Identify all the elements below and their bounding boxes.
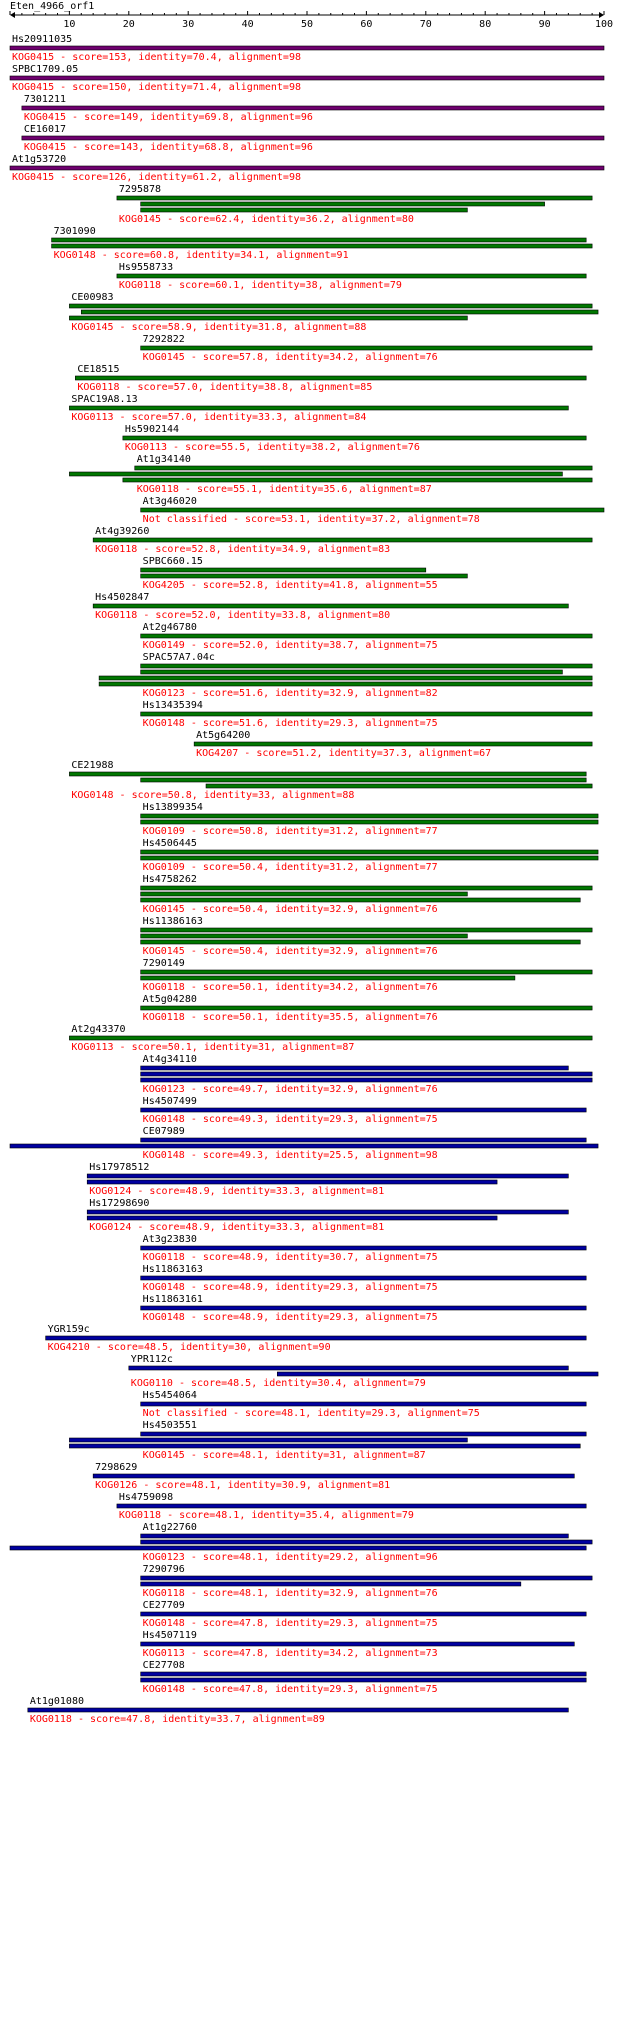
hit-name: 7295878 (118, 184, 162, 195)
hit-bar (141, 1672, 587, 1676)
hit-annotation: KOG0149 - score=52.0, identity=38.7, alignment=75 (142, 640, 438, 651)
axis-tick-label: 100 (594, 19, 614, 30)
hit-name: At1g53720 (12, 154, 67, 165)
hit-name: At3g46020 (142, 496, 197, 507)
hit-name: Hs4507499 (142, 1096, 197, 1107)
hit-name: 7290149 (142, 958, 185, 969)
hit-name: Hs20911035 (12, 34, 73, 45)
hit-row (141, 1096, 587, 1125)
hit-name: Hs11863161 (142, 1294, 203, 1305)
hit-annotation: KOG0118 - score=48.1, identity=35.4, alignment=79 (118, 1510, 414, 1521)
hit-row (194, 730, 592, 759)
hit-row (46, 1324, 587, 1353)
hit-bar (206, 784, 592, 788)
hit-annotation: KOG0109 - score=50.8, identity=31.2, alignment=77 (142, 826, 438, 837)
hit-bar (69, 406, 568, 410)
hit-bar (69, 1036, 592, 1040)
hit-name: SPAC19A8.13 (71, 394, 138, 405)
hit-bar (129, 1366, 569, 1370)
hit-bar (141, 892, 468, 896)
hit-bar (87, 1210, 568, 1214)
coordinate-axis (10, 11, 613, 30)
hit-annotation: Not classified - score=53.1, identity=37.2, alignment=78 (142, 514, 480, 525)
hit-annotation: KOG0113 - score=47.8, identity=34.2, alignment=73 (142, 1648, 438, 1659)
hit-bar (93, 1474, 574, 1478)
hit-annotation: KOG0148 - score=47.8, identity=29.3, alignment=75 (142, 1618, 438, 1629)
hit-annotation: KOG0123 - score=49.7, identity=32.9, alignment=76 (142, 1084, 438, 1095)
hit-bar (141, 928, 592, 932)
hit-name: SPBC1709.05 (12, 64, 79, 75)
hit-annotation: KOG4207 - score=51.2, identity=37.3, alignment=67 (196, 748, 492, 759)
axis-right-arrow (599, 12, 604, 18)
hit-bar (117, 274, 586, 278)
hit-row (87, 1162, 568, 1197)
hit-row (52, 226, 593, 261)
hit-list (10, 34, 604, 1725)
axis-tick-label: 90 (538, 19, 551, 30)
hit-row (141, 1600, 587, 1629)
hit-name: Hs4758262 (142, 874, 197, 885)
hit-annotation: KOG0148 - score=49.3, identity=29.3, alignment=75 (142, 1114, 438, 1125)
hit-bar (141, 346, 592, 350)
hit-name: SPAC57A7.04c (142, 652, 215, 663)
hit-name: Hs4759098 (118, 1492, 174, 1503)
hit-bar (141, 1108, 587, 1112)
hit-row (141, 496, 604, 525)
hit-bar (141, 508, 604, 512)
hit-name: SPBC660.15 (142, 556, 203, 567)
axis-left-arrow (10, 12, 15, 18)
hit-name: YGR159c (47, 1324, 90, 1335)
hit-bar (141, 1072, 592, 1076)
hit-name: At4g39260 (95, 526, 150, 537)
hit-name: At5g64200 (196, 730, 251, 741)
hit-annotation: KOG0145 - score=48.1, identity=31, alignment=87 (142, 1450, 426, 1461)
hit-row (141, 700, 592, 729)
hit-bar (69, 1444, 580, 1448)
hit-name: 7292822 (142, 334, 185, 345)
hit-name: Hs17298690 (89, 1198, 150, 1209)
hit-bar (141, 1138, 587, 1142)
hit-name: At2g46780 (142, 622, 197, 633)
hit-row (10, 34, 604, 63)
hit-bar (141, 670, 563, 674)
hit-bar (141, 1582, 521, 1586)
hit-name: YPR112c (130, 1354, 173, 1365)
hit-annotation: KOG0148 - score=49.3, identity=25.5, alignment=98 (142, 1150, 438, 1161)
hit-annotation: KOG0118 - score=50.1, identity=35.5, alignment=76 (142, 1012, 438, 1023)
hit-bar (141, 1402, 587, 1406)
hit-row (141, 556, 468, 591)
hit-bar (141, 1246, 587, 1250)
hit-annotation: KOG4205 - score=52.8, identity=41.8, alignment=55 (142, 580, 438, 591)
hit-bar (141, 1678, 587, 1682)
hit-bar (141, 202, 545, 206)
hit-row (69, 394, 568, 423)
hit-bar (10, 76, 604, 80)
hit-row (10, 1126, 598, 1161)
hit-name: 7298629 (95, 1462, 138, 1473)
hit-row (141, 1630, 575, 1659)
hit-row (10, 64, 604, 93)
hit-row (141, 874, 592, 915)
hit-name: At5g04280 (142, 994, 197, 1005)
hit-row (99, 652, 592, 699)
hit-row (141, 802, 598, 837)
hit-row (28, 1696, 569, 1725)
hit-bar (141, 1276, 587, 1280)
hit-name: Hs5902144 (124, 424, 180, 435)
hit-bar (69, 304, 592, 308)
hit-annotation: KOG0123 - score=48.1, identity=29.2, alignment=96 (142, 1552, 438, 1563)
hit-bar (10, 166, 604, 170)
hit-bar (141, 1306, 587, 1310)
hit-annotation: KOG0109 - score=50.4, identity=31.2, alignment=77 (142, 862, 438, 873)
hit-bar (141, 574, 468, 578)
hit-annotation: Not classified - score=48.1, identity=29.3, alignment=75 (142, 1408, 480, 1419)
hit-name: Hs4502847 (95, 592, 150, 603)
hit-row (69, 1024, 592, 1053)
hit-row (129, 1354, 598, 1389)
hit-annotation: KOG0118 - score=48.1, identity=32.9, alignment=76 (142, 1588, 438, 1599)
hit-name: CE27709 (142, 1600, 185, 1611)
hit-name: Hs4507119 (142, 1630, 197, 1641)
hit-row (22, 124, 604, 153)
hit-bar (141, 814, 598, 818)
hit-bar (141, 208, 468, 212)
hit-row (69, 1420, 586, 1461)
hit-annotation: KOG0148 - score=47.8, identity=29.3, alignment=75 (142, 1684, 438, 1695)
hit-row (141, 994, 592, 1023)
hit-annotation: KOG0148 - score=51.6, identity=29.3, alignment=75 (142, 718, 438, 729)
hit-row (93, 592, 568, 621)
hit-name: Hs13435394 (142, 700, 203, 711)
hit-annotation: KOG0113 - score=57.0, identity=33.3, alignment=84 (71, 412, 367, 423)
hit-annotation: KOG0118 - score=60.1, identity=38, alignment=79 (118, 280, 402, 291)
hit-row (141, 1294, 587, 1323)
hit-bar (141, 1066, 569, 1070)
hit-bar (117, 1504, 586, 1508)
hit-bar (93, 604, 568, 608)
hit-annotation: KOG0124 - score=48.9, identity=33.3, alignment=81 (89, 1186, 385, 1197)
hit-row (69, 292, 598, 333)
hit-bar (141, 886, 592, 890)
hit-bar (141, 850, 598, 854)
hit-bar (22, 136, 604, 140)
hit-bar (123, 478, 592, 482)
hit-row (93, 526, 592, 555)
hit-name: CE00983 (71, 292, 114, 303)
hit-row (75, 364, 586, 393)
hit-row (141, 1660, 587, 1695)
hit-annotation: KOG0113 - score=55.5, identity=38.2, alignment=76 (124, 442, 420, 453)
hit-annotation: KOG0148 - score=48.9, identity=29.3, alignment=75 (142, 1312, 438, 1323)
hit-annotation: KOG0148 - score=60.8, identity=34.1, alignment=91 (53, 250, 349, 261)
hit-name: 7301211 (23, 94, 67, 105)
hit-annotation: KOG0118 - score=52.0, identity=33.8, alignment=80 (95, 610, 391, 621)
hit-annotation: KOG0145 - score=58.9, identity=31.8, alignment=88 (71, 322, 367, 333)
hit-bar (141, 940, 581, 944)
hit-bar (46, 1336, 587, 1340)
hit-annotation: KOG0118 - score=47.8, identity=33.7, alignment=89 (29, 1714, 325, 1725)
hit-name: Hs13899354 (142, 802, 203, 813)
hit-name: 7301090 (53, 226, 96, 237)
hit-name: At4g34110 (142, 1054, 197, 1065)
hit-row (141, 1264, 587, 1293)
hit-bar (135, 466, 592, 470)
hit-bar (141, 970, 592, 974)
hit-name: Hs17978512 (89, 1162, 150, 1173)
hit-name: At3g23830 (142, 1234, 197, 1245)
hit-annotation: KOG0415 - score=143, identity=68.8, alignment=96 (23, 142, 313, 153)
hit-annotation: KOG4210 - score=48.5, identity=30, alignment=90 (47, 1342, 331, 1353)
hit-bar (141, 634, 592, 638)
hit-row (93, 1462, 574, 1491)
hit-bar (10, 1546, 586, 1550)
hit-name: At2g43370 (71, 1024, 126, 1035)
hit-bar (81, 310, 598, 314)
hit-bar (69, 472, 562, 476)
hit-bar (87, 1180, 497, 1184)
hit-bar (141, 856, 598, 860)
hit-annotation: KOG0123 - score=51.6, identity=32.9, alignment=82 (142, 688, 438, 699)
hit-annotation: KOG0110 - score=48.5, identity=30.4, alignment=79 (130, 1378, 426, 1389)
hit-row (117, 262, 586, 291)
hit-annotation: KOG0118 - score=48.9, identity=30.7, alignment=75 (142, 1252, 438, 1263)
hit-annotation: KOG0126 - score=48.1, identity=30.9, alignment=81 (95, 1480, 391, 1491)
hit-bar (141, 934, 468, 938)
hit-bar (22, 106, 604, 110)
hit-annotation: KOG0118 - score=52.8, identity=34.9, alignment=83 (95, 544, 391, 555)
hit-annotation: KOG0415 - score=149, identity=69.8, alignment=96 (23, 112, 313, 123)
hit-name: Hs4506445 (142, 838, 197, 849)
hit-bar (10, 46, 604, 50)
hit-row (123, 424, 586, 453)
hit-row (141, 1390, 587, 1419)
hit-row (10, 1522, 592, 1563)
hit-name: Hs11386163 (142, 916, 203, 927)
hit-bar (141, 1576, 592, 1580)
hit-bar (141, 1540, 592, 1544)
hit-name: CE27708 (142, 1660, 185, 1671)
hit-name: Hs9558733 (118, 262, 174, 273)
axis-tick-label: 10 (63, 19, 76, 30)
hit-bar (194, 742, 592, 746)
hit-bar (93, 538, 592, 542)
axis-tick-label: 20 (122, 19, 135, 30)
axis-tick-label: 60 (360, 19, 373, 30)
hit-annotation: KOG0145 - score=50.4, identity=32.9, alignment=76 (142, 946, 438, 957)
hit-annotation: KOG0145 - score=57.8, identity=34.2, alignment=76 (142, 352, 438, 363)
hit-bar (141, 820, 598, 824)
hit-name: 7290796 (142, 1564, 185, 1575)
hit-name: CE16017 (23, 124, 67, 135)
hit-bar (69, 772, 586, 776)
axis-tick-label: 40 (241, 19, 254, 30)
query-title: Eten_4966_orf1 (10, 1, 95, 12)
hit-bar (141, 664, 592, 668)
hit-bar (52, 244, 593, 248)
hit-bar (141, 1432, 587, 1436)
hit-annotation: KOG0415 - score=126, identity=61.2, alignment=98 (12, 172, 301, 183)
hit-row (87, 1198, 568, 1233)
hit-bar (99, 682, 592, 686)
hit-row (141, 334, 592, 363)
axis-tick-label: 50 (300, 19, 314, 30)
hit-bar (141, 568, 426, 572)
hit-bar (117, 196, 592, 200)
hit-row (141, 1234, 587, 1263)
hit-row (141, 622, 592, 651)
hit-bar (141, 898, 581, 902)
hit-bar (141, 976, 515, 980)
hit-row (22, 94, 604, 123)
hit-bar (123, 436, 586, 440)
hit-name: At1g22760 (142, 1522, 197, 1533)
hit-bar (141, 1078, 592, 1082)
hit-annotation: KOG0148 - score=48.9, identity=29.3, alignment=75 (142, 1282, 438, 1293)
hit-annotation: KOG0145 - score=50.4, identity=32.9, alignment=76 (142, 904, 438, 915)
hit-row (117, 184, 592, 225)
hit-bar (10, 1144, 598, 1148)
hit-row (141, 838, 598, 873)
hit-bar (141, 1612, 587, 1616)
hit-name: At1g01080 (29, 1696, 85, 1707)
hit-name: Hs11863163 (142, 1264, 203, 1275)
hit-bar (141, 1642, 575, 1646)
hit-bar (141, 778, 587, 782)
hit-bar (52, 238, 587, 242)
hit-bar (141, 712, 592, 716)
hit-annotation: KOG0145 - score=62.4, identity=36.2, alignment=80 (118, 214, 414, 225)
hit-annotation: KOG0415 - score=153, identity=70.4, alignment=98 (12, 52, 301, 63)
hit-annotation: KOG0148 - score=50.8, identity=33, alignment=88 (71, 790, 355, 801)
hit-name: At1g34140 (136, 454, 191, 465)
hit-row (141, 916, 592, 957)
hit-row (117, 1492, 586, 1521)
hit-row (69, 760, 592, 801)
hit-bar (141, 1006, 592, 1010)
hit-name: CE07989 (142, 1126, 185, 1137)
hit-annotation: KOG0118 - score=57.0, identity=38.8, alignment=85 (77, 382, 373, 393)
axis-tick-label: 30 (182, 19, 195, 30)
hit-bar (75, 376, 586, 380)
hit-bar (69, 316, 467, 320)
axis-tick-label: 70 (419, 19, 432, 30)
hit-bar (28, 1708, 569, 1712)
hit-bar (99, 676, 592, 680)
hit-name: CE21988 (71, 760, 114, 771)
hit-annotation: KOG0118 - score=55.1, identity=35.6, alignment=87 (136, 484, 432, 495)
axis-tick-label: 80 (479, 19, 492, 30)
hit-name: Hs4503551 (142, 1420, 197, 1431)
hit-bar (277, 1372, 598, 1376)
hit-annotation: KOG0118 - score=50.1, identity=34.2, alignment=76 (142, 982, 438, 993)
hit-row (141, 1054, 592, 1095)
hit-bar (69, 1438, 467, 1442)
hit-bar (87, 1174, 568, 1178)
hit-row (69, 454, 592, 495)
hit-annotation: KOG0113 - score=50.1, identity=31, alignment=87 (71, 1042, 355, 1053)
hit-bar (87, 1216, 497, 1220)
hit-row (10, 154, 604, 183)
hit-row (141, 1564, 592, 1599)
hit-bar (141, 1534, 569, 1538)
hit-annotation: KOG0415 - score=150, identity=71.4, alignment=98 (12, 82, 301, 93)
hit-name: Hs5454064 (142, 1390, 197, 1401)
hit-name: CE18515 (77, 364, 120, 375)
hit-row (141, 958, 592, 993)
hit-annotation: KOG0124 - score=48.9, identity=33.3, alignment=81 (89, 1222, 385, 1233)
